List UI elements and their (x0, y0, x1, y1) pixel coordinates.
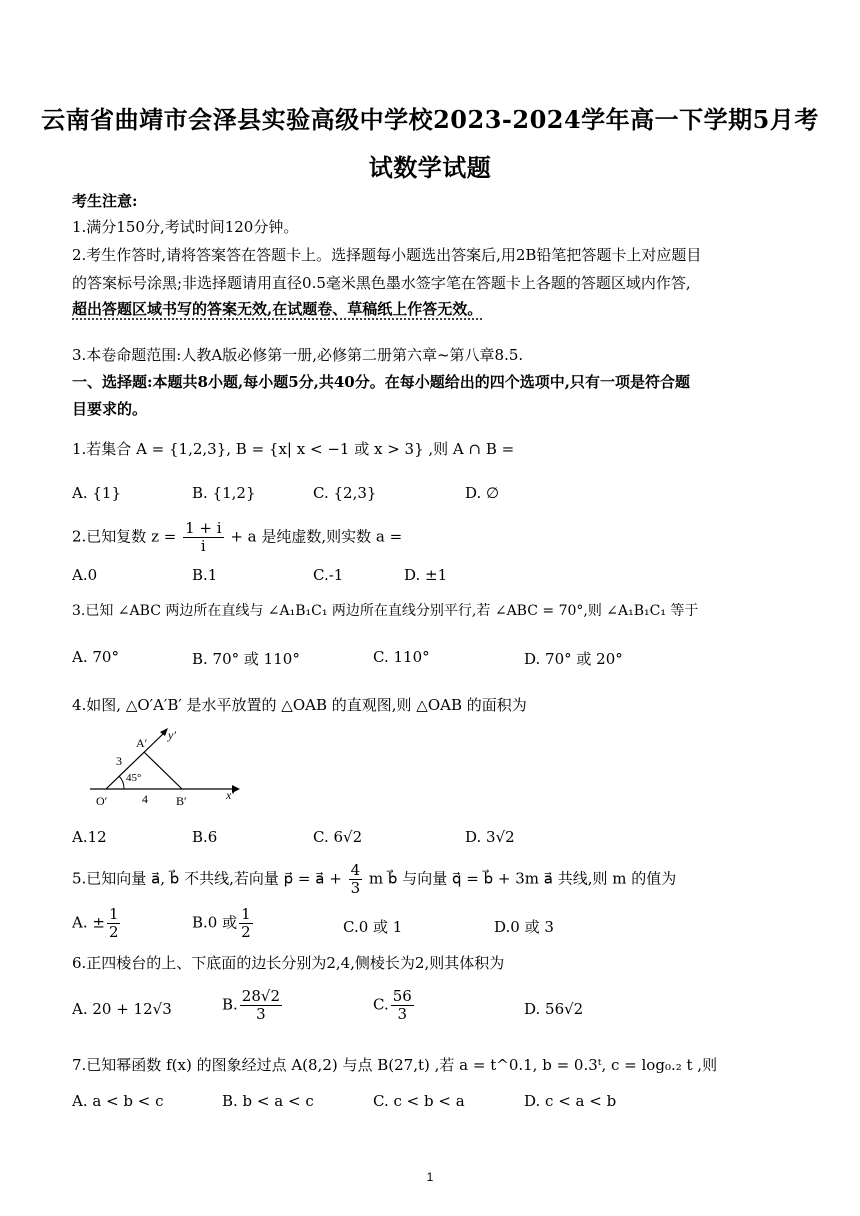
notice-item-2b: 的答案标号涂黑;非选择题请用直径0.5毫米黑色墨水签字笔在答题卡上各题的答题区域内作答, (72, 274, 691, 292)
question-4-option-c: C. 6√2 (313, 828, 363, 846)
label-x: x′ (226, 788, 234, 802)
question-5-option-b-den: 2 (241, 923, 251, 941)
question-5-frac-num: 4 (350, 861, 361, 879)
page-number: 1 (426, 1170, 434, 1184)
question-7-stem: 7.已知幂函数 f(x) 的图象经过点 A(8,2) 与点 B(27,t) ,若 a = t^0.1, b = 0.3ᵗ, c = log₀.₂ t ,则 (72, 1056, 718, 1074)
section-heading-b: 目要求的。 (72, 400, 148, 418)
question-5-option-a-den: 2 (108, 923, 119, 941)
question-7-option-b: B. b < a < c (222, 1092, 314, 1110)
question-2-stem (72, 520, 402, 555)
question-7-option-a: A. a < b < c (72, 1092, 164, 1110)
question-5-option-a-fraction (107, 906, 121, 941)
question-2-frac-den: i (200, 537, 206, 555)
exam-title-line2: 试数学试题 (368, 153, 492, 182)
label-angle: 45° (126, 772, 142, 784)
angle-arc (119, 776, 124, 789)
question-6-stem: 6.正四棱台的上、下底面的边长分别为2,4,侧棱长为2,则其体积为 (72, 954, 505, 972)
notice-item-3: 3.本卷命题范围:人教A版必修第一册,必修第二册第六章~第八章8.5. (72, 346, 524, 364)
notice-heading: 考生注意: (72, 192, 138, 210)
question-6-option-b-den: 3 (256, 1005, 266, 1023)
label-y: y′ (168, 728, 176, 742)
question-5-option-a (72, 906, 122, 941)
question-6-option-c-label: C. (373, 995, 389, 1014)
question-3-option-a: A. 70° (72, 648, 119, 666)
notice-item-2a: 2.考生作答时,请将答案答在答题卡上。选择题每小题选出答案后,用2B铅笔把答题卡上对应题目 (72, 246, 702, 264)
section-heading-a: 一、选择题:本题共8小题,每小题5分,共40分。在每小题给出的四个选项中,只有一项是符合题 (72, 373, 690, 391)
question-6-option-d: D. 56√2 (524, 1000, 584, 1018)
question-3-option-d: D. 70° 或 20° (524, 650, 623, 668)
question-6-option-a: A. 20 + 12√3 (72, 1000, 172, 1018)
question-6-option-b-fraction (240, 988, 282, 1023)
question-5-option-a-label: A. ± (72, 913, 105, 932)
question-4-stem: 4.如图, △O′A′B′ 是水平放置的 △OAB 的直观图,则 △OAB 的面积为 (72, 696, 527, 714)
question-6-option-c-fraction (391, 988, 414, 1023)
question-6-option-b (222, 988, 284, 1023)
question-7-option-c: C. c < b < a (373, 1092, 465, 1110)
question-6-option-c (373, 988, 416, 1023)
question-6-option-b-num: 28√2 (241, 987, 280, 1005)
question-2-stem-pre: 2.已知复数 z = (72, 527, 177, 546)
oblique-drawing-figure (86, 725, 246, 811)
y-axis-arrow (160, 728, 168, 736)
question-3-option-c: C. 110° (373, 648, 430, 666)
question-2-option-a: A.0 (72, 566, 98, 584)
question-3-stem: 3.已知 ∠ABC 两边所在直线与 ∠A₁B₁C₁ 两边所在直线分别平行,若 ∠ABC = 70°,则 ∠A₁B₁C₁ 等于 (72, 603, 699, 619)
question-5-option-b (192, 906, 255, 941)
question-5-option-b-label: B.0 或 (192, 913, 238, 932)
question-5-stem (72, 862, 676, 897)
exam-title-line1: 云南省曲靖市会泽县实验高级中学校2023-2024学年高一下学期5月考 (41, 105, 819, 134)
question-5-stem-post: m b⃗ 与向量 q⃗ = b⃗ + 3m a⃗ 共线,则 m 的值为 (368, 869, 677, 888)
question-2-fraction (183, 520, 223, 555)
question-2-frac-num: 1 + i (185, 519, 222, 537)
segment-ab (144, 752, 182, 789)
question-5-option-b-fraction (239, 906, 253, 941)
question-2-option-b: B.1 (192, 566, 218, 584)
question-7-option-d: D. c < a < b (524, 1092, 617, 1110)
question-2-option-c: C.-1 (313, 566, 344, 584)
question-5-frac-den: 3 (350, 879, 361, 897)
question-1-option-d: D. ∅ (465, 484, 500, 502)
question-5-fraction (349, 862, 363, 897)
question-4-option-d: D. 3√2 (465, 828, 515, 846)
label-a: A′ (136, 736, 148, 750)
question-2-stem-post: + a 是纯虚数,则实数 a = (230, 527, 403, 546)
label-o: O′ (96, 794, 108, 808)
question-5-option-b-num: 1 (241, 905, 251, 923)
question-6-option-c-num: 56 (392, 987, 412, 1005)
notice-item-1: 1.满分150分,考试时间120分钟。 (72, 218, 299, 236)
notice-item-2c: 超出答题区域书写的答案无效,在试题卷、草稿纸上作答无效。 (72, 300, 483, 318)
question-1-option-b: B. {1,2} (192, 484, 256, 502)
question-5-option-c: C.0 或 1 (343, 918, 403, 936)
question-1-stem: 1.若集合 A = {1,2,3}, B = {x| x < −1 或 x > 3} ,则 A ∩ B = (72, 440, 515, 458)
question-6-option-c-den: 3 (397, 1005, 408, 1023)
question-5-option-a-num: 1 (108, 905, 119, 923)
question-4-option-b: B.6 (192, 828, 218, 846)
question-1-option-c: C. {2,3} (313, 484, 377, 502)
label-b: B′ (176, 794, 187, 808)
question-5-option-d: D.0 或 3 (494, 918, 554, 936)
question-5-stem-pre: 5.已知向量 a⃗, b⃗ 不共线,若向量 p⃗ = a⃗ + (72, 869, 342, 888)
question-4-option-a: A.12 (72, 828, 107, 846)
question-6-option-b-label: B. (222, 995, 238, 1014)
question-2-option-d: D. ±1 (404, 566, 448, 584)
label-ob-length: 4 (142, 792, 148, 806)
question-1-option-a: A. {1} (72, 484, 121, 502)
label-oa-length: 3 (116, 754, 122, 768)
question-3-option-b: B. 70° 或 110° (192, 650, 300, 668)
